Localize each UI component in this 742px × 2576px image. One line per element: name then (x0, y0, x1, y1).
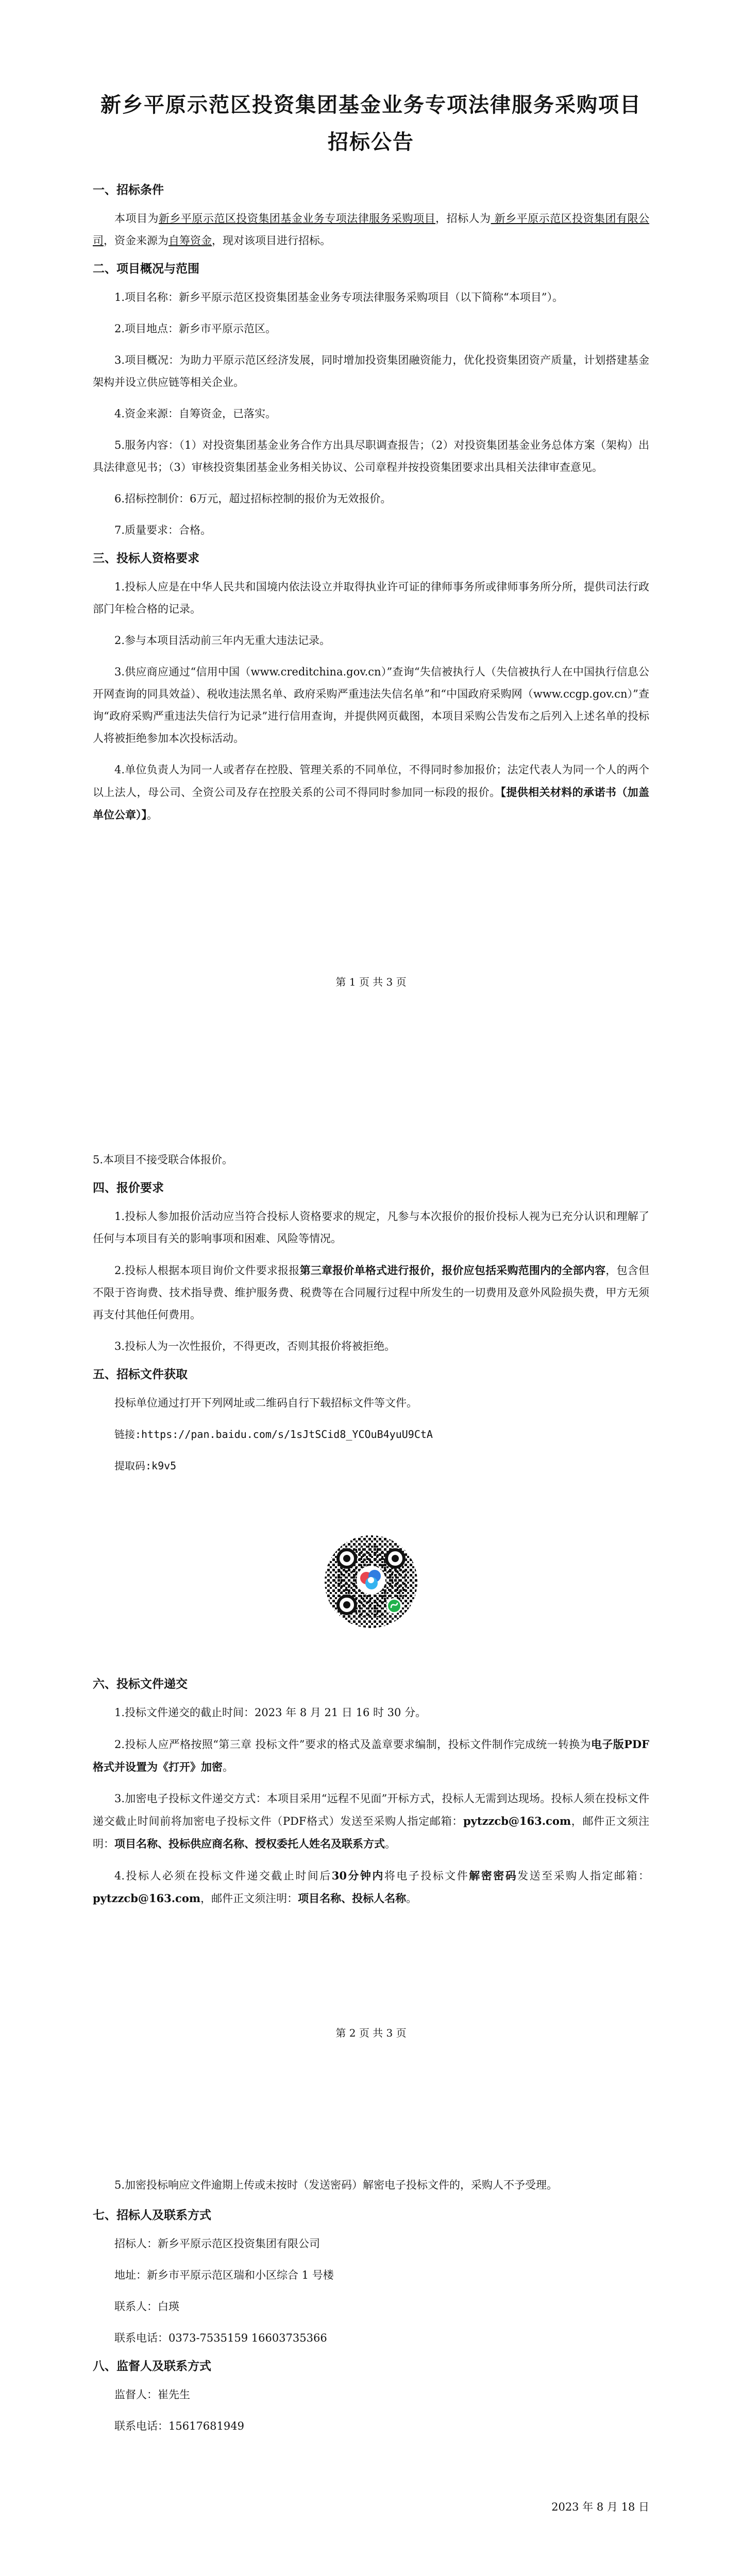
qr-finder-bottom-left (336, 1595, 357, 1615)
page-3-body (93, 2174, 649, 2437)
download-instruction: 投标单位通过打开下列网址或二维码自行下载招标文件等文件。 (114, 1397, 417, 1409)
tenderer-info: 招标人：新乡平原示范区投资集团有限公司 (114, 2238, 320, 2250)
section-4-heading: 四、报价要求 (93, 1181, 164, 1195)
section-6-item-2: 2.投标人应严格按照“第三章 投标文件”要求的格式及盖章要求编制，投标文件制作完成统一转换为电子版PDF格式并设置为《打开》加密。 (93, 1738, 649, 1773)
page-2-body-top (93, 1149, 649, 1477)
section-4-item-2: 2.投标人根据本项目询价文件要求报报第三章报价单格式进行报价，报价应包括采购范围内的全部内容，包含但不限于咨询费、技术指导费、维护服务费、税费等在合同履行过程中所发生的一切费用及意外风险损失费，甲方无须再支付其他任何费用。 (93, 1264, 649, 1321)
mini-program-badge-icon (386, 1598, 402, 1614)
section-2-item-4: 4.资金来源：自筹资金，已落实。 (114, 408, 277, 420)
email-address[interactable]: pytzzcb@163.com (463, 1815, 571, 1827)
project-name: 新乡平原示范区投资集团基金业务专项法律服务采购项目 (158, 212, 436, 225)
page-1-footer: 第 1 页 共 3 页 (335, 976, 407, 988)
document-subtitle: 招标公告 (328, 130, 414, 154)
section-8-heading: 八、监督人及联系方式 (93, 2359, 211, 2373)
section-2-item-5: 5.服务内容：（1）对投资集团基金业务合作方出具尽职调查报告；（2）对投资集团基金业务总体方案（架构）出具法律意见书；（3）审核投资集团基金业务相关协议、公司章程并按投资集团要求出具相关法律审查意见。 (93, 439, 649, 473)
section-2-item-1: 1.项目名称：新乡平原示范区投资集团基金业务专项法律服务采购项目（以下简称“本项目”）。 (114, 291, 564, 303)
section-2-item-6: 6.招标控制价：6万元，超过招标控制的报价为无效报价。 (114, 493, 392, 505)
page-2-body-bottom (93, 1674, 649, 1910)
section-6-item-1: 1.投标文件递交的截止时间：2023 年 8 月 21 日 16 时 30 分。 (114, 1706, 427, 1719)
cloud-logo-icon (357, 1566, 385, 1595)
section-6-item-5: 5.加密投标响应文件逾期上传或未按时（发送密码）解密电子投标文件的，采购人不予受理。 (114, 2179, 558, 2191)
section-4-item-1: 1.投标人参加报价活动应当符合投标人资格要求的规定，凡参与本次报价的报价投标人视为已充分认识和理解了任何与本项目有关的影响事项和困难、风险等情况。 (93, 1210, 649, 1245)
section-2-heading: 二、项目概况与范围 (93, 262, 199, 276)
qr-finder-top-left (336, 1548, 357, 1569)
section-1-heading: 一、招标条件 (93, 183, 164, 197)
section-1-text: 本项目为新乡平原示范区投资集团基金业务专项法律服务采购项目，招标人为 新乡平原示范区投资集团有限公司，资金来源为自筹资金，现对该项目进行招标。 (93, 212, 650, 247)
contact-phone: 联系电话：0373-7535159 16603735366 (114, 2332, 327, 2344)
address-info: 地址：新乡市平原示范区瑞和小区综合 1 号楼 (114, 2269, 334, 2281)
issue-date: 2023 年 8 月 18 日 (551, 2501, 649, 2513)
section-5-heading: 五、招标文件获取 (93, 1367, 188, 1381)
qr-finder-top-right (385, 1548, 406, 1569)
section-7-heading: 七、招标人及联系方式 (93, 2208, 211, 2222)
extraction-code: 提取码:k9v5 (114, 1460, 177, 1472)
section-2-item-7: 7.质量要求：合格。 (114, 524, 212, 536)
section-3-item-2: 2.参与本项目活动前三年内无重大违法记录。 (114, 634, 331, 647)
contact-person: 联系人：白瑛 (114, 2300, 179, 2313)
section-4-item-3: 3.投标人为一次性报价，不得更改，否则其报价将被拒绝。 (114, 1340, 396, 1352)
tenderer-name: 新乡平原示范区投资集团有限公司 (93, 212, 650, 247)
section-2-item-3: 3.项目概况：为助力平原示范区经济发展，同时增加投资集团融资能力，优化投资集团资产质量，计划搭建基金架构并设立供应链等相关企业。 (93, 354, 649, 388)
section-6-item-4: 4.投标人必须在投标文件递交截止时间后30分钟内将电子投标文件解密密码发送至采购人指定邮箱：pytzzcb@163.com，邮件正文须注明：项目名称、投标人名称。 (93, 1869, 650, 1905)
qr-code-icon[interactable] (322, 1533, 420, 1631)
section-3-heading: 三、投标人资格要求 (93, 551, 199, 565)
section-3-item-1: 1.投标人应是在中华人民共和国境内依法设立并取得执业许可证的律师事务所或律师事务所分所，提供司法行政部门年检合格的记录。 (93, 581, 649, 615)
section-6-item-3: 3.加密电子投标文件递交方式：本项目采用“远程不见面”开标方式，投标人无需到达现场。投标人须在投标文件递交截止时间前将加密电子投标文件（PDF格式）发送至采购人指定邮箱：pytzzcb@163.com，邮件正文须注明：项目名称、投标供应商名称、授权委托人姓名及联系方式。 (93, 1792, 649, 1850)
email-address[interactable]: pytzzcb@163.com (93, 1892, 201, 1905)
section-6-heading: 六、投标文件递交 (93, 1677, 188, 1691)
page-2-footer: 第 2 页 共 3 页 (335, 2027, 407, 2039)
supervisor-phone: 联系电话：15617681949 (114, 2420, 244, 2432)
section-3-item-5: 5.本项目不接受联合体报价。 (93, 1154, 233, 1166)
section-2-item-2: 2.项目地点：新乡市平原示范区。 (114, 323, 277, 335)
section-3-item-4: 4.单位负责人为同一人或者存在控股、管理关系的不同单位，不得同时参加报价；法定代表人为同一个人的两个以上法人，母公司、全资公司及存在控股关系的公司不得同时参加同一标段的报价。【提供相关材料的承诺书（加盖单位公章）】。 (93, 764, 650, 821)
page-1-body (93, 180, 649, 826)
page-1 (0, 0, 742, 1054)
supervisor-info: 监督人：崔先生 (114, 2388, 190, 2401)
page-3 (0, 2164, 742, 2576)
document-title: 新乡平原示范区投资集团基金业务专项法律服务采购项目 (100, 93, 642, 117)
section-3-item-3: 3.供应商应通过“信用中国（www.creditchina.gov.cn）”查询“失信被执行人（失信被执行人在中国执行信息公开网查询的同具效益）、税收违法黑名单、政府采购严重违法失信名单”和“中国政府采购网（www.ccgp.gov.cn）”查询“政府采购严重违法失信行为记录”进行信用查询，并提供网页截图，本项目采购公告发布之后列入上述名单的投标人将被拒绝参加本次投标活动。 (93, 666, 649, 744)
download-link[interactable]: 链接:https://pan.baidu.com/s/1sJtSCid8_YCOuB4yuU9CtA (114, 1428, 433, 1440)
page-2 (0, 1139, 742, 2061)
fund-source: 自筹资金 (168, 234, 212, 247)
